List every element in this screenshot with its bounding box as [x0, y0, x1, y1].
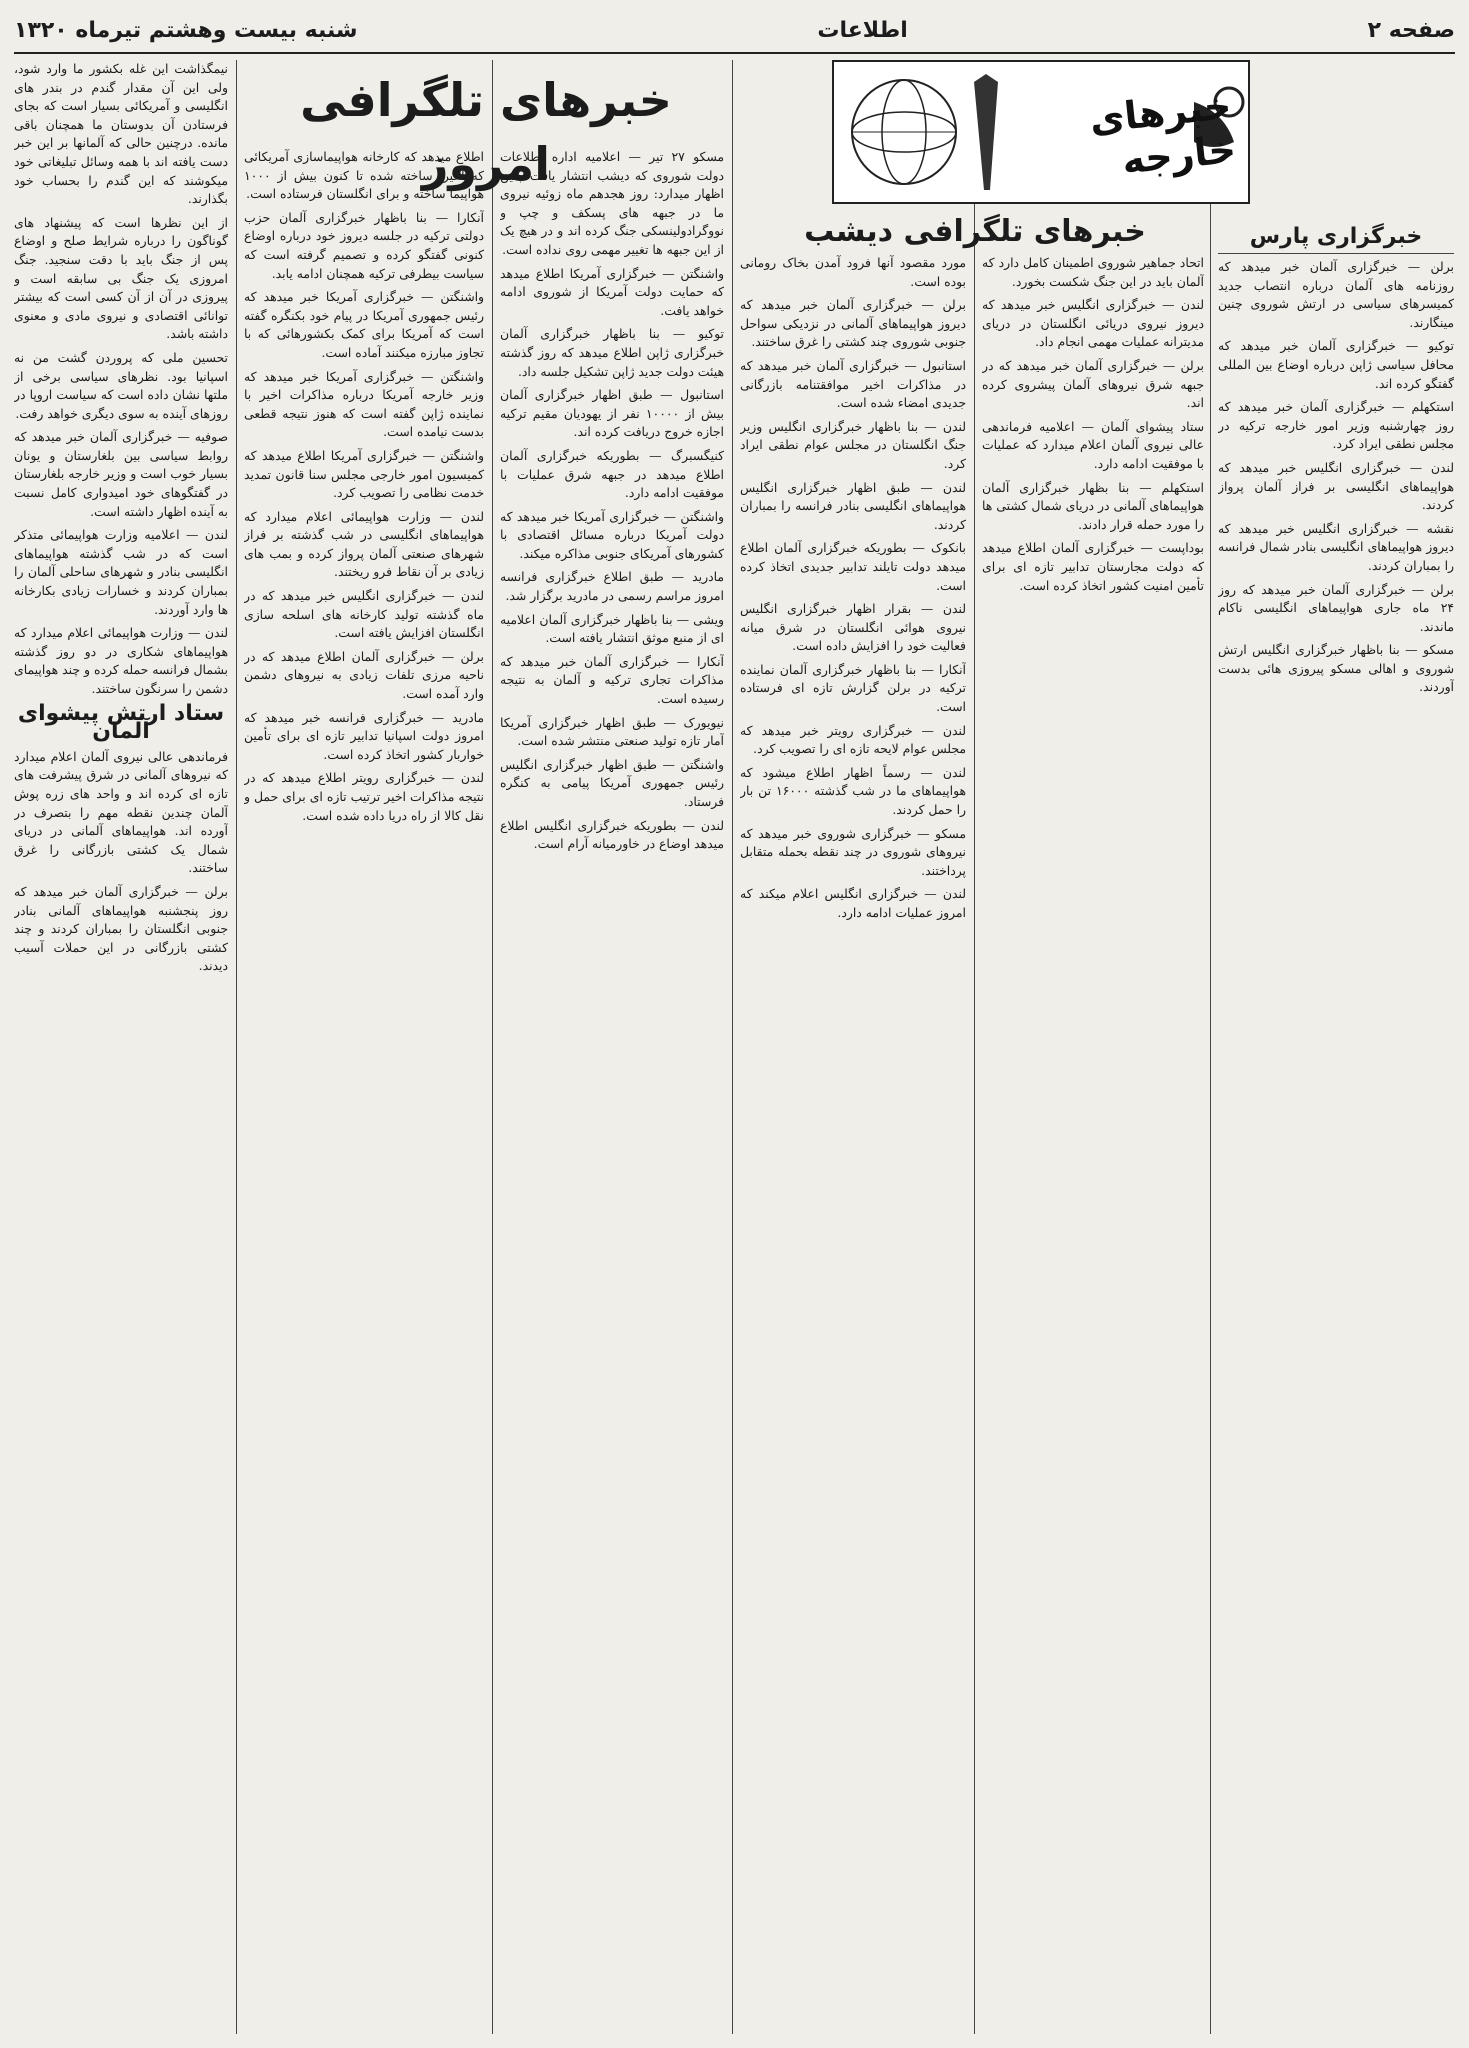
paragraph: مورد مقصود آنها فرود آمدن بخاک رومانی بوده است. — [740, 255, 966, 289]
paragraph: توکیو — خبرگزاری آلمان خبر میدهد که محافل سیاسی ژاپن درباره اوضاع بین المللی گفتگو کرده اند. — [1218, 338, 1454, 391]
paragraph: لندن — بنا باظهار خبرگزاری انگلیس وزیر جنگ انگلستان در مجلس عوام نطقی ایراد کرد. — [740, 418, 966, 471]
paragraph: اتحاد جماهیر شوروی اطمینان کامل دارد که آلمان باید در این جنگ شکست بخورد. — [982, 255, 1204, 289]
paragraph: از این نظرها است که پیشنهاد های گوناگون را درباره شرایط صلح و اوضاع پس از جنگ باید با دقت سنجید. جنگ امروزی یک جنگ بی سابقه است و پیروزی در آن از آن کسی است که بیشتر توانائی اقتصادی و نیروی مادی و معنوی داشته باشد. — [14, 214, 228, 342]
column-4 — [740, 254, 966, 2040]
paragraph: برلن — خبرگزاری آلمان خبر میدهد که روز پنجشنبه هواپیماهای آلمانی بنادر جنوبی انگلستان را بمباران کردند و چند کشتی بازرگانی در این حملات آسیب دیدند. — [14, 883, 228, 974]
paragraph: استانبول — خبرگزاری آلمان خبر میدهد که در مذاکرات اخیر موافقتنامه بازرگانی جدیدی امضاء شده است. — [740, 357, 966, 411]
column-5 — [982, 254, 1204, 2040]
column-6 — [1218, 258, 1454, 2040]
column-2 — [244, 148, 484, 2040]
paragraph: لندن — وزارت هواپیمائی اعلام میدارد که هواپیماهای انگلیسی در شب گذشته بر فراز شهرهای صنعتی آلمان پرواز کرده و بمب های زیادی بر آن نقاط فرو ریختند. — [244, 508, 484, 580]
foreign-news-banner — [832, 60, 1250, 204]
paragraph: بانکوک — بطوریکه خبرگزاری آلمان اطلاع میدهد دولت تایلند تدابیر جدیدی اتخاذ کرده است. — [740, 540, 966, 593]
paragraph: برلن — خبرگزاری آلمان خبر میدهد که دیروز هواپیماهای آلمانی در نزدیکی سواحل جنوبی شوروی چند کشتی را غرق ساختند. — [740, 297, 966, 350]
paragraph: لندن — خبرگزاری رویتر اطلاع میدهد که در نتیجه مذاکرات اخیر ترتیب تازه ای برای حمل و نقل کالا از راه دریا داده شده است. — [244, 770, 484, 823]
paragraph: اطلاع میدهد که کارخانه هواپیماسازی آمریکائی که اخیراً ساخته شده تا کنون بیش از ۱۰۰۰ هواپیما ساخته و برای انگلستان فرستاده است. — [244, 149, 484, 202]
paragraph: لندن — خبرگزاری انگلیس خبر میدهد که در ماه گذشته تولید کارخانه های اسلحه سازی انگلستان افزایش یافته است. — [244, 588, 484, 641]
paragraph: برلن — خبرگزاری آلمان خبر میدهد که روزنامه های آلمان درباره انتصاب جدید کمیسرهای سیاسی در ارتش شوروی چنین مینگارند. — [1218, 259, 1454, 330]
paragraph: مسکو ۲۷ تیر — اعلامیه اداره اطلاعات دولت شوروی که دیشب انتشار یافت چنین اظهار میدارد: روز هجدهم ماه زوئیه نیروی ما در جبهه های پسکف و چپ و نووگرادولینسکی جنگ کرده اند و در هیچ یک از این جبهه ها تغییر مهمی روی نداده است. — [500, 149, 724, 257]
paragraph: برلن — خبرگزاری آلمان خبر میدهد که روز ۲۴ ماه جاری هواپیماهای انگلیسی ناکام ماندند. — [1218, 581, 1454, 634]
page-number: صفحه ۲ — [1367, 17, 1455, 43]
paragraph: لندن — خبرگزاری انگلیس اعلام میکند که امروز عملیات ادامه دارد. — [740, 886, 966, 920]
paragraph: برلن — خبرگزاری آلمان خبر میدهد که در جبهه شرق نیروهای آلمان پیشروی کرده اند. — [982, 357, 1204, 411]
paragraph: واشنگتن — خبرگزاری آمریکا خبر میدهد که وزیر خارجه آمریکا درباره مذاکرات اخیر با نماینده ژاپن گفته است که هنوز نتیجه قطعی بدست نیامده است. — [244, 368, 484, 440]
section-heading: ستاد ارتش پیشوای آلمان — [17, 700, 225, 745]
paragraph: لندن — خبرگزاری انگلیس خبر میدهد که دیروز نیروی دریائی انگلستان در دریای مدیترانه عملیات مهمی انجام داد. — [982, 297, 1204, 350]
banner-title: خبرهای خارجه — [1087, 83, 1238, 183]
paragraph: ستاد پیشوای آلمان — اعلامیه فرماندهی عالی نیروی آلمان اعلام میدارد که عملیات با موفقیت ادامه دارد. — [982, 418, 1204, 471]
main-headline: خبرهای تلگرافی امروز — [300, 73, 672, 191]
paragraph: مسکو — بنا باظهار خبرگزاری انگلیس ارتش شوروی و اهالی مسکو پیروزی هائی بدست آوردند. — [1218, 642, 1454, 695]
paragraph: لندن — طبق اظهار خبرگزاری انگلیس هواپیماهای انگلیسی بنادر فرانسه را بمباران کردند. — [740, 479, 966, 532]
paragraph: لندن — بقرار اظهار خبرگزاری انگلیس نیروی هوائی انگلستان در شرق میانه فعالیت خود را افزایش داده است. — [740, 601, 966, 654]
paragraph: واشنگتن — طبق اظهار خبرگزاری انگلیس رئیس جمهوری آمریکا پیامی به کنگره فرستاد. — [500, 756, 724, 809]
paragraph: استکهلم — خبرگزاری آلمان خبر میدهد که روز چهارشنبه وزیر امور خارجه ترکیه در مجلس نطقی ایراد کرد. — [1218, 399, 1454, 452]
paragraph: مسکو — خبرگزاری شوروی خبر میدهد که نیروهای شوروی در چند نقطه بحمله متقابل پرداختند. — [740, 825, 966, 878]
paragraph: صوفیه — خبرگزاری آلمان خبر میدهد که روابط سیاسی بین بلغارستان و یونان بسیار خوب است و وزیر خارجه بلغارستان در گفتگوهای خود امیدواری کامل نسبت به آینده اظهار داشته است. — [14, 429, 228, 519]
newspaper-page — [14, 8, 1455, 2040]
pars-heading: خبرگزاری پارس — [1218, 224, 1454, 254]
paragraph: نیمگذاشت این غله بکشور ما وارد شود‌، ولی این آن مقدار گندم در بندر های انگلیسی و آمریکائی بسیار است که بجای فرستادن آن بدوستان ما همچنان باقی مانده. درچنین حالی که آلمانها بر این خبر دست یافته اند با همه وسائل تبلیغاتی خود میکوشند که این گندم را بحساب خود بگذارند. — [14, 61, 228, 207]
paragraph: برلن — خبرگزاری آلمان اطلاع میدهد که در ناحیه مرزی تلفات زیادی به نیروهای دشمن وارد آمده است. — [244, 648, 484, 702]
column-1 — [14, 60, 228, 2040]
paragraph: لندن — رسماً اظهار اطلاع میشود که هواپیماهای ما در شب گذشته ۱۶۰۰۰ تن بار را حمل کردند. — [740, 764, 966, 818]
paragraph: لندن — بطوریکه خبرگزاری انگلیس اطلاع میدهد اوضاع در خاورمیانه آرام است. — [500, 817, 724, 852]
paragraph: مادرید — طبق اطلاع خبرگزاری فرانسه امروز مراسم رسمی در مادرید برگزار شد. — [500, 569, 724, 604]
paragraph: لندن — اعلامیه وزارت هواپیمائی متذکر است که در شب گذشته هواپیماهای انگلیسی بنادر و شهرهای ساحلی آلمان را بمباران کردند و خسارات زیادی بکارخانه ها وارد آوردند. — [14, 527, 228, 617]
paragraph: لندن — وزارت هواپیمائی اعلام میدارد که هواپیماهای شکاری در دو روز گذشته بشمال فرانسه حمله کرده و چند هواپیمای دشمن را سرنگون ساختند. — [14, 625, 228, 696]
paragraph: مادرید — خبرگزاری فرانسه خبر میدهد که امروز دولت اسپانیا تدابیر تازه ای برای تأمین خواربار کشور اتخاذ کرده است. — [244, 709, 484, 762]
paragraph: کنیگسبرگ — بطوریکه خبرگزاری آلمان اطلاع میدهد در جبهه شرق عملیات با موفقیت ادامه دارد. — [500, 447, 724, 501]
paragraph: آنکارا — بنا باظهار خبرگزاری آلمان حزب دولتی ترکیه در جلسه دیروز خود درباره اوضاع کنونی گفتگو کرده و تصمیم گرفته است که سیاست بیطرفی ترکیه همچنان ادامه یابد. — [244, 209, 484, 281]
issue-date: شنبه بیست وهشتم تیرماه ۱۳۲۰ — [14, 17, 358, 43]
paragraph: آنکارا — خبرگزاری آلمان خبر میدهد که مذاکرات تجاری ترکیه و آلمان به نتیجه رسیده است. — [500, 653, 724, 707]
paragraph: واشنگتن — خبرگزاری آمریکا خبر میدهد که رئیس جمهوری آمریکا در پیام خود بکنگره گفته است که آمریکا برای کمک بکشورهائی که با تجاوز مبارزه میکنند آماده است. — [244, 289, 484, 360]
paragraph: استانبول — طبق اظهار خبرگزاری آلمان بیش از ۱۰۰۰۰ نفر از یهودیان مقیم ترکیه اجازه خروج دریافت کرده اند. — [500, 387, 724, 440]
paragraph: بوداپست — خبرگزاری آلمان اطلاع میدهد که دولت مجارستان تدابیر تازه ای برای تأمین امنیت کشور اتخاذ کرده است. — [982, 540, 1204, 593]
paragraph: واشنگتن — خبرگزاری آمریکا اطلاع میدهد که حمایت دولت آمریکا از شوروی ادامه خواهد یافت. — [500, 265, 724, 318]
paragraph: نیویورک — طبق اظهار خبرگزاری آمریکا آمار تازه تولید صنعتی منتشر شده است. — [500, 714, 724, 749]
paragraph: واشنگتن — خبرگزاری آمریکا خبر میدهد که دولت آمریکا درباره مسائل اقتصادی با کشورهای آمریکای جنوبی مذاکره میکند. — [500, 508, 724, 561]
paragraph: تحسین ملی که پروردن گشت من نه اسپانیا بود. نظرهای سیاسی برخی از ملتها نشان داده است که سیاست اروپا در روزهای آینده به سوی دیگری خواهد رفت. — [14, 349, 228, 421]
paragraph: لندن — خبرگزاری رویتر خبر میدهد که مجلس عوام لایحه تازه ای را تصویب کرد. — [740, 722, 966, 757]
paragraph: ویشی — بنا باظهار خبرگزاری آلمان اعلامیه ای از منبع موثق انتشار یافته است. — [500, 611, 724, 646]
paragraph: فرماندهی عالی نیروی آلمان اعلام میدارد که نیروهای آلمانی در شرق پیشرفت های تازه ای کرده اند و واحد های زره پوش آلمان چندین نقطه مهم را بتصرف در آورده اند. هواپیماهای آلمانی در دریای شمال یک کشتی بازرگانی را غرق ساختند. — [14, 748, 228, 876]
paragraph: نقشه — خبرگزاری انگلیس خبر میدهد که دیروز هواپیماهای انگلیسی بنادر شمال فرانسه را بمباران کردند. — [1218, 520, 1454, 573]
paragraph: توکیو — بنا باظهار خبرگزاری آلمان خبرگزاری ژاپن اطلاع میدهد که روز گذشته هیئت دولت جدید ژاپن تشکیل جلسه داد. — [500, 326, 724, 379]
paragraph: آنکارا — بنا باظهار خبرگزاری آلمان نماینده ترکیه در برلن گزارش تازه ای فرستاده است. — [740, 661, 966, 715]
evening-headline: خبرهای تلگرافی دیشب — [804, 214, 1146, 249]
newspaper-name: اطلاعات — [817, 17, 908, 43]
column-3 — [500, 148, 724, 2040]
masthead — [14, 8, 1455, 54]
paragraph: واشنگتن — خبرگزاری آمریکا اطلاع میدهد که کمیسیون امور خارجی مجلس سنا قانون تمدید خدمت نظامی را تصویب کرد. — [244, 447, 484, 501]
paragraph: استکهلم — بنا بظهار خبرگزاری آلمان هواپیماهای آلمانی در دریای شمال کشتی ها را مورد حمله قرار دادند. — [982, 479, 1204, 532]
paragraph: لندن — خبرگزاری انگلیس خبر میدهد که هواپیماهای انگلیسی بر فراز آلمان پرواز کردند. — [1218, 459, 1454, 513]
